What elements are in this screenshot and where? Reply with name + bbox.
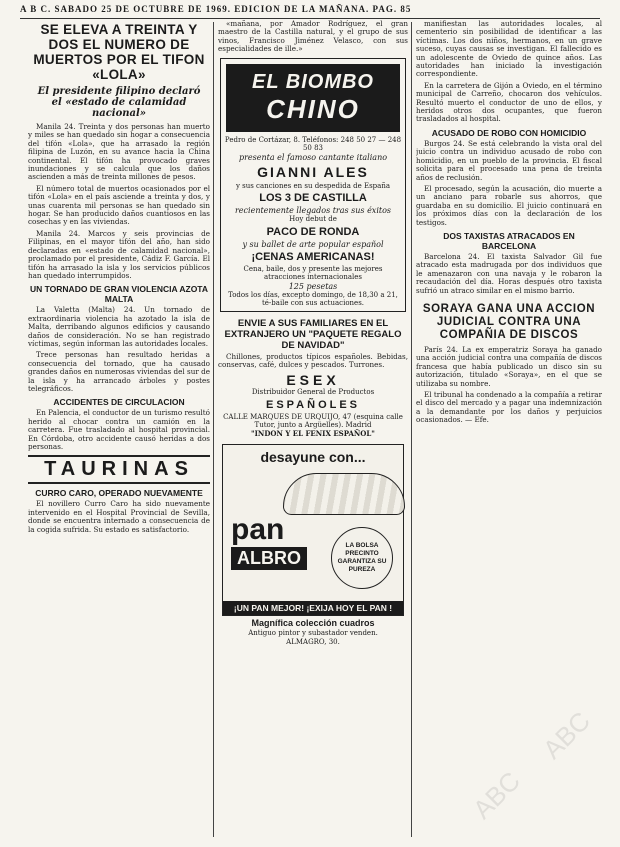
deck-calamity: El presidente filipino declaró el «estado de calamidad nacional» [37, 86, 201, 119]
promo-address: CALLE MARQUES DE URQUIJO, 47 (esquina calle Tutor, junto a Argüelles). Madrid [223, 412, 403, 430]
column-right [416, 20, 602, 839]
column-rule [411, 22, 412, 837]
ad-presents: presenta el famoso cantante italiano [238, 152, 388, 162]
bread-loaf-illustration [283, 473, 405, 515]
ad-el-biombo-chino [220, 58, 406, 312]
ad-extra: y sus canciones en su despedida de España [235, 181, 391, 190]
article-paragraph: París 24. La ex emperatriz Soraya ha ganado una acción judicial contra una compañía de discos francesa que había publicado un disco sin su autorización, titulado «Soraya», en el que se utilizaba su nombre. [416, 344, 602, 388]
article-paragraph: Burgos 24. Se está celebrando la vista oral del juicio contra un individuo acusado de robo con homicidio, en un pueblo de la provincia. El fiscal solicita para el procesado una pena de treinta años de reclusión. [416, 138, 602, 182]
bread-seal: LA BOLSA PRECINTO GARANTIZA SU PUREZA [331, 527, 393, 589]
article-paragraph: El procesado, según la acusación, dio muerte a un anciano para robarle sus ahorros, que guardaba en su domicilio. El juicio continuará en los próximos días con la declaración de los testigos. [416, 183, 602, 227]
subhead-taxistas: DOS TAXISTAS ATRACADOS EN BARCELONA [443, 230, 575, 251]
bread-band: ¡UN PAN MEJOR! ¡EXIJA HOY EL PAN ! [223, 601, 403, 615]
article-paragraph: manifiestan las autoridades locales, al cementerio sin posibilidad de identificar a las víctimas. Los dos niños, hermanos, en un grave suceso, cuyas causas se investigan. El fallecido es un adolescente de Oviedo de quince años. Las autoridades han iniciado la investigación correspondiente. [416, 20, 602, 79]
column-left [28, 20, 210, 839]
headline-soraya: SORAYA GANA UNA ACCION JUDICIAL CONTRA UNA COMPAÑIA DE DISCOS [422, 302, 596, 341]
ad-guest-sub: y su ballet de arte popular español [242, 239, 384, 249]
watermark: ABC [466, 765, 526, 825]
ad-star: GIANNI ALES [257, 163, 369, 180]
promo-text: Chillones, productos típicos españoles. Bebidas, conservas, café, dulces y pescados. Turrones. [218, 351, 408, 370]
ad-address: Pedro de Cortázar, 8. Teléfonos: 248 50 27 — 248 50 83 [224, 135, 402, 153]
paintings-address: ALMAGRO, 30. [286, 638, 340, 647]
ad-price: 125 pesetas [288, 281, 338, 291]
article-paragraph: La Valetta (Malta) 24. Un tornado de extraordinaria violencia ha azotado la isla de Malta, derribando algunos edificios y causando daños de consideración. No se han registrado víctimas, según informan las autoridades locales. [28, 305, 210, 348]
watermark: ABC [536, 705, 596, 765]
subhead-accidents: ACCIDENTES DE CIRCULACION [53, 397, 185, 408]
article-paragraph: Manila 24. Marcos y seis provincias de Filipinas, en el mayor tifón del año, han sido declaradas en «estado de calamidad nacional», proclamado por el presidente, Cádiz F. García. El tifón ha arrasado la isla y los servicios públicos han quedado interrumpidos. [28, 228, 210, 280]
article-paragraph: En Palencia, el conductor de un turismo resultó herido al chocar contra un camión en la carretera. Fue trasladado al hospital provincial. En Córdoba, otro accidente causó heridas a dos personas. [28, 408, 210, 451]
logo-top-text: EL BIOMBO [252, 70, 374, 93]
promo-headline: ENVIE A SUS FAMILIARES EN EL EXTRANJERO UN "PAQUETE REGALO DE NAVIDAD" [224, 317, 402, 351]
article-paragraph: Manila 24. Treinta y dos personas han muerto y miles se han quedado sin hogar a consecuencia del tifón «Lola», que ha arrasado la región filipina de Luzón, en su avance hacia la China continental. El tifón ha provocado graves inundaciones y se calcula que los daños ascienden a más de treinta millones de pesos. [28, 122, 210, 182]
promo-brand: ESEX [286, 372, 340, 389]
paintings-headline: Magnífica colección cuadros [251, 618, 375, 629]
ad-group: LOS 3 DE CASTILLA [259, 192, 367, 205]
page-masthead: A B C. SABADO 25 DE OCTUBRE DE 1969. EDICION DE LA MAÑANA. PAG. 85 [20, 4, 600, 19]
subhead-curro-caro: CURRO CARO, OPERADO NUEVAMENTE [35, 488, 203, 499]
column-rule [213, 22, 214, 837]
ad-group-sub: recientemente llegados tras sus éxitos [234, 206, 392, 216]
ad-dinners-text: Cena, baile, dos y presente las mejores atracciones internacionales [243, 264, 383, 282]
promo-distributor: Distribuidor General de Productos [251, 388, 375, 397]
ad-dinners: ¡CENAS AMERICANAS! [251, 250, 375, 263]
column-middle [218, 20, 408, 839]
logo-bottom-text: CHINO [266, 93, 360, 124]
subhead-tornado: UN TORNADO DE GRAN VIOLENCIA AZOTA MALTA [29, 284, 209, 305]
ad-guest-intro: Hoy debut de [289, 215, 337, 224]
article-paragraph: El número total de muertos ocasionados por el tifón «Lola» en el país asciende a treinta y dos, y unas cuarenta mil personas se han quedado sin hogar. Se han producido daños cuantiosos en las cosechas y en las viviendas. [28, 183, 210, 227]
promo-espanoles: ESPAÑOLES [265, 398, 361, 411]
article-paragraph: En la carretera de Gijón a Oviedo, en el término municipal de Carreño, chocaron dos vehículos. Resultó muerto el conductor de uno de ellos, y heridos otros dos ocupantes, que fueron trasladados al hospital. [416, 80, 602, 124]
article-paragraph: El tribunal ha condenado a la compañía a retirar el disco del mercado y a pagar una indemnización a la demandante por los daños y perjuicios ocasionados. — Efe. [416, 390, 602, 425]
paintings-text: Antiguo pintor y subastador venden. [248, 629, 378, 638]
article-paragraph: Trece personas han resultado heridas a consecuencia del tornado, que ha causado grandes daños en numerosas viviendas del sur de la isla y ha arrancado árboles y postes telegráficos. [28, 350, 210, 393]
ad-guest: PACO DE RONDA [266, 225, 360, 238]
bread-brand: ALBRO [231, 547, 307, 570]
promo-footer: "INDON Y EL FENIX ESPAÑOL" [251, 428, 375, 438]
ad-pan-albro [222, 444, 404, 616]
article-paragraph: El novillero Curro Caro ha sido nuevamente intervenido en el Hospital Provincial de Sevilla, donde se encuentra internado a consecuencia de la cogida sufrida. Su estado es satisfactorio. [28, 499, 210, 534]
ad-footer: Todos los días, excepto domingo, de 18,30 a 21, té-baile con sus actuaciones. [228, 290, 398, 308]
bread-tagline: desayune con... [260, 449, 366, 466]
article-paragraph: «mañana, por Amador Rodríguez, el gran maestro de la Castilla natural, y el grupo de sus vinos, Francisco Jiménez Velasco, con sus especialidades de ille.» [218, 20, 408, 54]
subhead-robbery: ACUSADO DE ROBO CON HOMICIDIO [431, 127, 587, 138]
bread-pan-text: pan [231, 513, 285, 547]
headline-typhoon: SE ELEVA A TREINTA Y DOS EL NUMERO DE MUERTOS POR EL TIFON «LOLA» [33, 22, 205, 82]
section-taurinas: TAURINAS [28, 455, 210, 484]
ad-logo [226, 64, 400, 132]
article-paragraph: Barcelona 24. El taxista Salvador Gil fue atracado esta madrugada por dos individuos que le amenazaron con una navaja y le robaron la recaudación del día. Horas después otro taxista sufrió un atraco similar en el mismo barrio. [416, 251, 602, 295]
